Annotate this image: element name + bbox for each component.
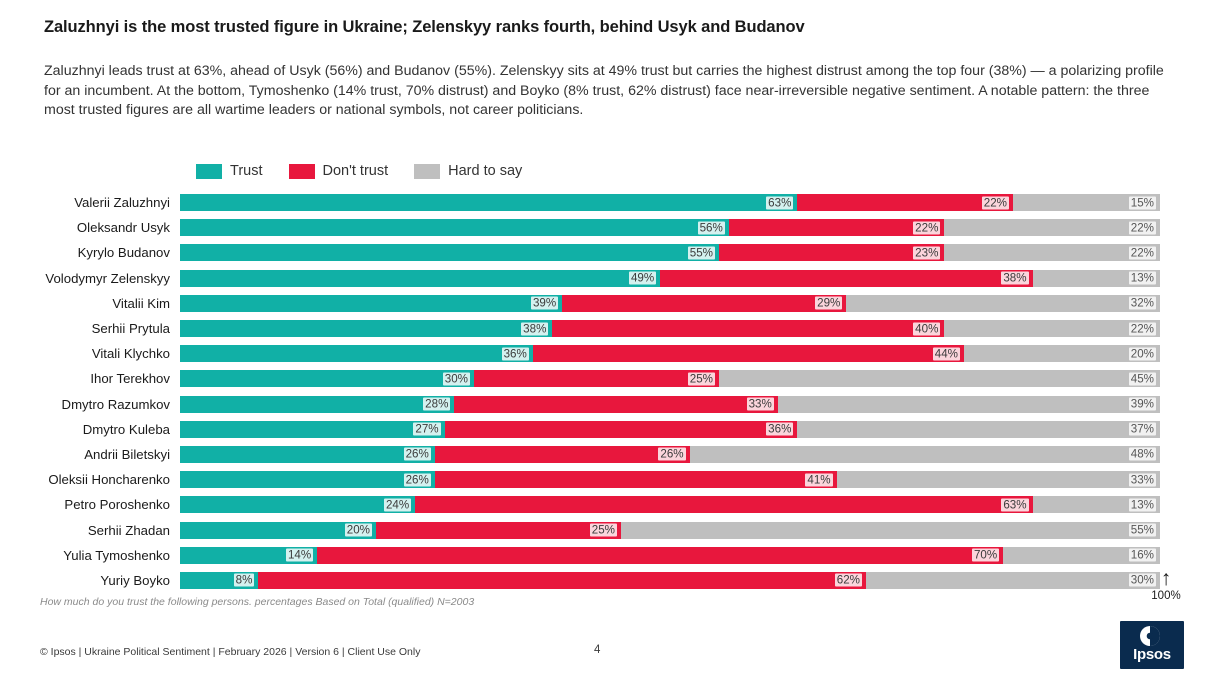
chart-row <box>0 543 1220 568</box>
ipsos-mark-icon <box>1139 625 1161 647</box>
bar-value-label: 20% <box>346 523 370 537</box>
bar-group <box>180 345 1160 362</box>
category-label: Dmytro Kuleba <box>82 421 170 437</box>
bar-value-label: 25% <box>689 372 713 386</box>
bar-track <box>180 370 1160 387</box>
bar-value-label: 39% <box>532 296 557 310</box>
bar-segment <box>690 446 1160 463</box>
bar-track <box>180 244 1160 261</box>
bar-track <box>180 345 1160 362</box>
bar-segment <box>180 270 660 287</box>
bar-group <box>180 219 1160 236</box>
chart-legend <box>196 163 522 179</box>
chart-row <box>0 568 1220 593</box>
bar-segment <box>1033 496 1160 513</box>
category-label: Valerii Zaluzhnyi <box>74 195 170 211</box>
bar-value-label: 40% <box>915 322 939 336</box>
page-title: Zaluzhnyi is the most trusted figure in Ukraine; Zelenskyy ranks fourth, behind Usyk and Budanov <box>44 18 805 36</box>
bar-segment <box>180 446 435 463</box>
bar-value-label: 25% <box>591 523 615 537</box>
legend-label: Hard to say <box>448 163 523 179</box>
bar-segment <box>719 244 944 261</box>
bar-group <box>180 295 1160 312</box>
bar-value-label: 55% <box>1130 523 1154 537</box>
bar-segment <box>180 471 435 488</box>
bar-segment <box>944 320 1160 337</box>
bar-segment <box>180 244 719 261</box>
bar-value-label: 32% <box>1130 296 1154 310</box>
chart-row <box>0 341 1220 366</box>
bar-value-label: 41% <box>807 473 831 487</box>
category-label: Vitalii Kim <box>112 295 170 311</box>
footer-copyright: © Ipsos | Ukraine Political Sentiment | February 2026 | Version 6 | Client Use Only <box>40 646 421 658</box>
bar-segment <box>778 396 1160 413</box>
legend-label: Don't trust <box>322 163 389 179</box>
legend-item <box>196 163 263 179</box>
bar-value-label: 55% <box>689 246 713 260</box>
bar-segment <box>435 471 837 488</box>
bar-value-label: 62% <box>836 573 860 587</box>
bar-value-label: 13% <box>1130 271 1154 285</box>
bar-value-label: 56% <box>699 221 723 235</box>
bar-segment <box>1033 270 1160 287</box>
chart-row <box>0 442 1220 467</box>
ipsos-logo-text: Ipsos <box>1133 646 1171 663</box>
bar-group <box>180 496 1160 513</box>
bar-value-label: 26% <box>405 473 429 487</box>
bar-value-label: 23% <box>915 246 939 260</box>
bar-value-label: 26% <box>660 447 684 461</box>
bar-value-label: 15% <box>1130 196 1154 210</box>
bar-track <box>180 194 1160 211</box>
bar-segment <box>1003 547 1160 564</box>
category-label: Oleksii Honcharenko <box>48 472 170 488</box>
bar-segment <box>317 547 1003 564</box>
bar-segment <box>797 194 1013 211</box>
bar-group <box>180 396 1160 413</box>
bar-segment <box>445 421 798 438</box>
bar-segment <box>719 370 1160 387</box>
legend-swatch-icon <box>289 164 315 179</box>
bar-value-label: 45% <box>1130 372 1154 386</box>
bar-segment <box>944 244 1160 261</box>
bar-value-label: 24% <box>385 498 410 512</box>
bar-value-label: 63% <box>768 196 792 210</box>
bar-segment <box>964 345 1160 362</box>
bar-segment <box>797 421 1160 438</box>
bar-value-label: 22% <box>1130 322 1154 336</box>
bar-segment <box>376 522 621 539</box>
bar-segment <box>180 345 533 362</box>
category-label: Kyrylo Budanov <box>77 245 170 261</box>
legend-swatch-icon <box>414 164 440 179</box>
category-label: Petro Poroshenko <box>64 497 170 513</box>
bar-track <box>180 522 1160 539</box>
bar-segment <box>944 219 1160 236</box>
bar-group <box>180 547 1160 564</box>
bar-segment <box>562 295 846 312</box>
bar-group <box>180 194 1160 211</box>
bar-segment <box>258 572 866 589</box>
bar-segment <box>729 219 945 236</box>
bar-segment <box>180 396 454 413</box>
bar-segment <box>474 370 719 387</box>
chart-row <box>0 492 1220 517</box>
category-label: Oleksandr Usyk <box>76 220 170 236</box>
chart-row <box>0 467 1220 492</box>
category-label: Dmytro Razumkov <box>61 396 170 412</box>
bar-segment <box>1013 194 1160 211</box>
chart-row <box>0 392 1220 417</box>
bar-value-label: 13% <box>1130 498 1154 512</box>
summary-text: Zaluzhnyi leads trust at 63%, ahead of Usyk (56%) and Budanov (55%). Zelenskyy sits at 49% trust but carries the highest distrust among the top four (38%) — a polarizing profile for an incumbent. At the bottom, Tymoshenko (14% trust, 70% distrust) and Boyko (8% trust, 62% distrust) face near-irreversible negative sentiment. A notable pattern: the three most trusted figures are all wartime leaders or national symbols, not career politicians. <box>44 63 1164 118</box>
bar-value-label: 14% <box>287 548 312 562</box>
chart-row <box>0 215 1220 240</box>
bar-track <box>180 396 1160 413</box>
bar-value-label: 33% <box>1130 473 1154 487</box>
category-label: Andrii Biletskyi <box>84 446 170 462</box>
bar-group <box>180 471 1160 488</box>
bar-track <box>180 471 1160 488</box>
bar-value-label: 39% <box>1130 397 1154 411</box>
bar-value-label: 29% <box>817 296 841 310</box>
category-label: Ihor Terekhov <box>90 371 170 387</box>
bar-group <box>180 572 1160 589</box>
bar-value-label: 8% <box>235 573 253 587</box>
chart-row <box>0 240 1220 265</box>
bar-segment <box>180 421 445 438</box>
bar-value-label: 27% <box>415 422 439 436</box>
bar-track <box>180 295 1160 312</box>
bar-segment <box>846 295 1160 312</box>
category-label: Vitali Klychko <box>91 346 170 362</box>
bar-value-label: 33% <box>748 397 772 411</box>
bar-value-label: 38% <box>523 322 547 336</box>
bar-value-label: 49% <box>630 271 655 285</box>
category-label: Yuriy Boyko <box>100 572 170 588</box>
bar-value-label: 22% <box>915 221 939 235</box>
bar-segment <box>180 219 729 236</box>
legend-swatch-icon <box>196 164 222 179</box>
bar-segment <box>552 320 944 337</box>
bar-track <box>180 547 1160 564</box>
bar-value-label: 48% <box>1130 447 1154 461</box>
bar-segment <box>435 446 690 463</box>
chart-row <box>0 190 1220 215</box>
legend-label: Trust <box>230 163 263 179</box>
arrow-up-icon: ↑ <box>1160 567 1172 590</box>
bar-track <box>180 320 1160 337</box>
chart-row <box>0 266 1220 291</box>
bar-segment <box>660 270 1032 287</box>
bar-value-label: 63% <box>1003 498 1027 512</box>
axis-max-marker <box>1146 567 1186 602</box>
chart-footnote: How much do you trust the following persons. percentages Based on Total (qualified) N=2003 <box>40 596 475 608</box>
bar-value-label: 30% <box>1130 573 1154 587</box>
bar-group <box>180 522 1160 539</box>
bar-value-label: 22% <box>1130 221 1154 235</box>
bar-value-label: 20% <box>1130 347 1154 361</box>
bar-segment <box>180 496 415 513</box>
bar-segment <box>621 522 1160 539</box>
bar-value-label: 36% <box>503 347 527 361</box>
bar-value-label: 30% <box>444 372 468 386</box>
chart-row <box>0 291 1220 316</box>
bar-value-label: 28% <box>425 397 449 411</box>
bar-segment <box>454 396 777 413</box>
bar-track <box>180 270 1160 287</box>
legend-item <box>414 163 522 179</box>
bar-track <box>180 496 1160 513</box>
stacked-bar-chart <box>0 190 1220 593</box>
bar-segment <box>180 194 797 211</box>
bar-group <box>180 320 1160 337</box>
category-label: Yulia Tymoshenko <box>63 547 170 563</box>
bar-value-label: 22% <box>1130 246 1154 260</box>
bar-group <box>180 370 1160 387</box>
bar-segment <box>180 522 376 539</box>
bar-value-label: 37% <box>1130 422 1154 436</box>
bar-track <box>180 421 1160 438</box>
bar-value-label: 38% <box>1003 271 1027 285</box>
chart-row <box>0 316 1220 341</box>
category-label: Volodymyr Zelenskyy <box>45 270 170 286</box>
bar-segment <box>180 572 258 589</box>
bar-group <box>180 270 1160 287</box>
bar-group <box>180 244 1160 261</box>
bar-segment <box>180 320 552 337</box>
chart-row <box>0 517 1220 542</box>
ipsos-logo <box>1120 621 1184 669</box>
category-label: Serhii Zhadan <box>87 522 170 538</box>
bar-value-label: 36% <box>768 422 792 436</box>
bar-segment <box>180 547 317 564</box>
bar-value-label: 26% <box>405 447 429 461</box>
legend-item <box>289 163 389 179</box>
bar-group <box>180 421 1160 438</box>
category-label: Serhii Prytula <box>91 321 170 337</box>
bar-segment <box>180 370 474 387</box>
bar-segment <box>180 295 562 312</box>
bar-value-label: 44% <box>934 347 958 361</box>
bar-segment <box>533 345 964 362</box>
page-number: 4 <box>594 644 601 656</box>
axis-max-label: 100% <box>1151 590 1181 602</box>
bar-track <box>180 572 1160 589</box>
bar-segment <box>415 496 1032 513</box>
bar-value-label: 70% <box>973 548 998 562</box>
chart-row <box>0 366 1220 391</box>
bar-segment <box>866 572 1160 589</box>
bar-segment <box>837 471 1160 488</box>
bar-track <box>180 219 1160 236</box>
bar-value-label: 16% <box>1130 548 1154 562</box>
chart-row <box>0 417 1220 442</box>
bar-group <box>180 446 1160 463</box>
bar-track <box>180 446 1160 463</box>
bar-value-label: 22% <box>983 196 1007 210</box>
